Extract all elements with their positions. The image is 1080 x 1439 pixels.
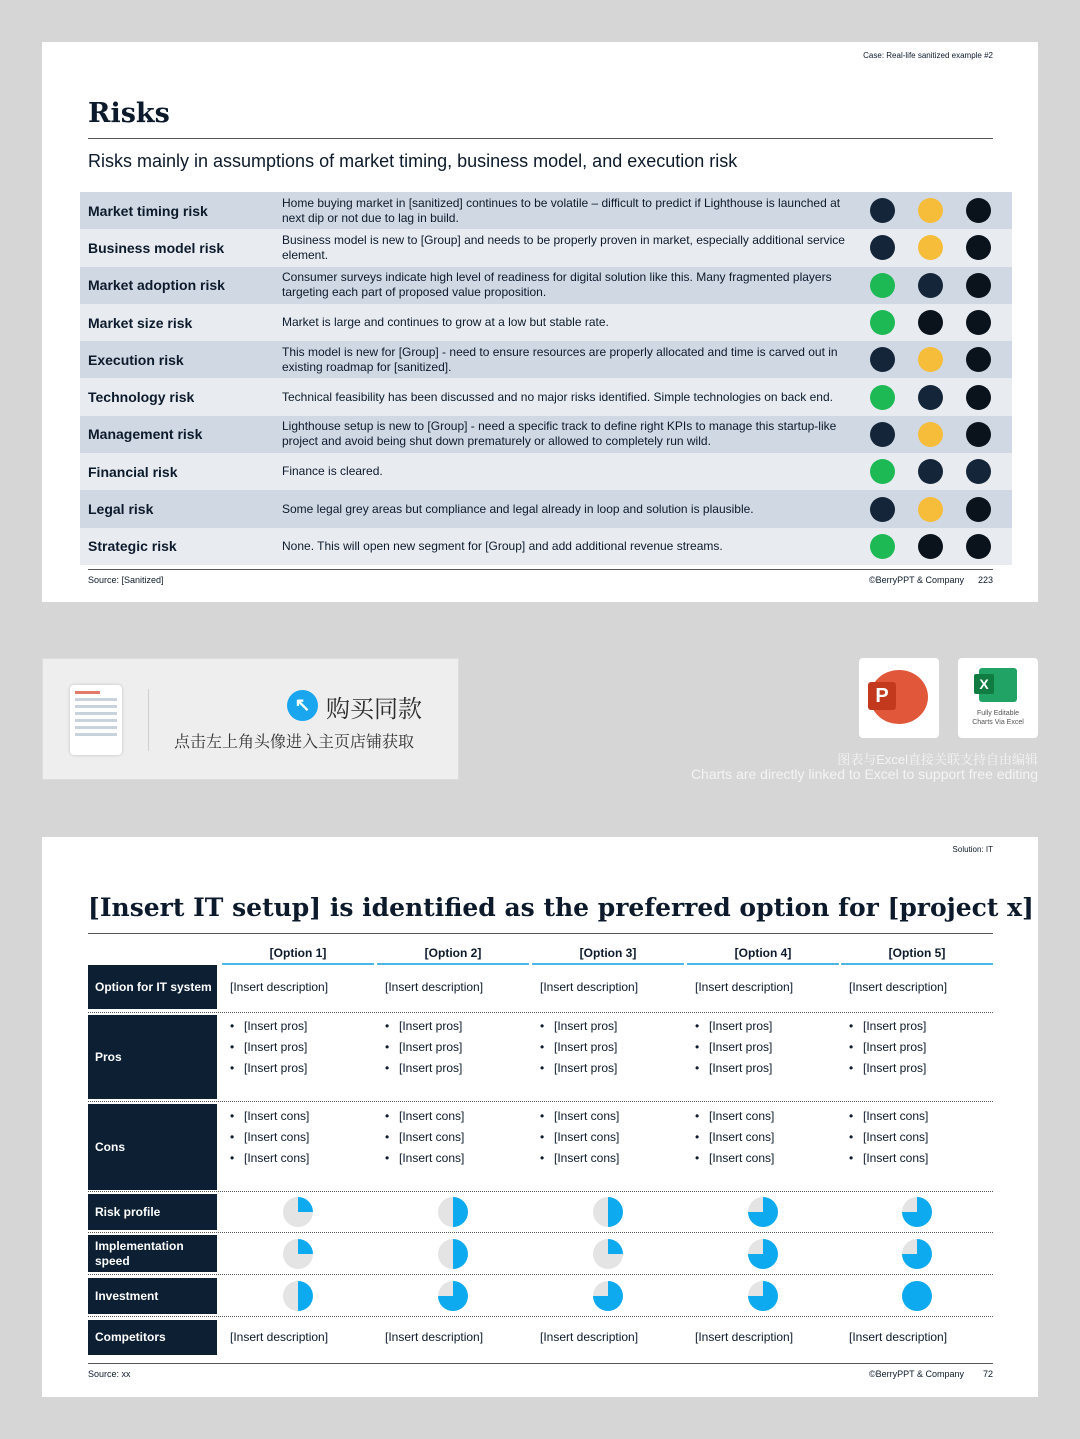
title-rule [88,933,993,934]
status-dot-dark [966,347,991,372]
pros-list [695,1016,772,1079]
traffic-lights [864,273,991,298]
it-options-slide [42,837,1038,1397]
traffic-lights [864,422,991,447]
divider [148,689,149,751]
harvey-ball-risk [438,1197,468,1227]
risk-name: Legal risk [88,501,154,518]
page-number: 223 [977,575,993,585]
traffic-lights [864,385,991,410]
cons-list-item: • [Insert cons] [849,1127,928,1148]
cons-list [385,1106,464,1169]
status-dot-navy [870,422,895,447]
risk-name: Financial risk [88,463,178,480]
cons-list-item: • [Insert cons] [540,1127,619,1148]
risk-description: Lighthouse setup is new to [Group] - need a specific track to define right KPIs to manage this startup-like project and avoid being shut down prematurely or allowed to completely run wild. [282,419,837,449]
risk-name: Execution risk [88,351,184,368]
buy-instructions: 点击左上角头像进入主页店铺获取 [174,734,415,751]
risk-description: Finance is cleared. [282,464,383,479]
status-dot-green [870,273,895,298]
buy-label[interactable]: 购买同款 [326,696,422,723]
status-dot-yellow [918,198,943,223]
row-label-pros: Pros [88,1015,217,1099]
cons-list-item: • [Insert cons] [385,1106,464,1127]
excel-icon: X [979,668,1017,702]
cons-list-item: • [Insert cons] [540,1106,619,1127]
status-dot-green [870,385,895,410]
status-dot-yellow [918,497,943,522]
competitor-description: [Insert description] [230,1330,329,1344]
powerpoint-icon: P [870,670,928,724]
status-dot-yellow [918,422,943,447]
status-dot-dark [966,310,991,335]
harvey-ball-speed [902,1239,932,1269]
harvey-ball-risk [902,1197,932,1227]
status-dot-dark [918,534,943,559]
cons-list-item: • [Insert cons] [849,1106,928,1127]
row-divider [88,1274,993,1275]
risk-row [80,490,1012,527]
footer-rule [88,1363,993,1364]
risk-row [80,453,1012,490]
traffic-lights [864,497,991,522]
risk-description: Market is large and continues to grow at a low but stable rate. [282,315,609,330]
excel-tile [958,658,1038,738]
status-dot-dark [966,235,991,260]
traffic-lights [864,347,991,372]
cons-list [230,1106,309,1169]
cons-list-item: • [Insert cons] [230,1148,309,1169]
status-dot-dark [966,534,991,559]
pros-list-item: • [Insert pros] [849,1016,926,1037]
copyright: ©BerryPPT & Company [869,1369,964,1379]
cons-list-item: • [Insert cons] [385,1127,464,1148]
competitor-description: [Insert description] [849,1330,948,1344]
purchase-card[interactable] [42,658,459,780]
promo-note-en: Charts are directly linked to Excel to support free editing [690,766,1038,782]
template-thumbnail [70,685,122,755]
pros-list-item: • [Insert pros] [695,1037,772,1058]
source-note: Source: xx [88,1369,131,1379]
risk-description: This model is new for [Group] - need to ensure resources are properly allocated and time is carved out in existing roadmap for [sanitized]. [282,344,838,374]
status-dot-navy [870,347,895,372]
row-divider [88,1012,993,1013]
risk-row [80,267,1012,304]
status-dot-navy [918,459,943,484]
risk-description: Business model is new to [Group] and needs to be properly proven in market, especially additional service element. [282,232,845,262]
cons-list-item: • [Insert cons] [849,1148,928,1169]
cons-list-item: • [Insert cons] [230,1106,309,1127]
risk-description: Technical feasibility has been discussed and no major risks identified. Simple technologies on back end. [282,389,833,404]
arrow-up-left-icon: ↖ [287,690,318,721]
row-divider [88,1232,993,1233]
cons-list-item: • [Insert cons] [695,1106,774,1127]
harvey-ball-risk [748,1197,778,1227]
option-description: [Insert description] [385,980,484,994]
cons-list-item: • [Insert cons] [385,1148,464,1169]
cons-list [695,1106,774,1169]
option-description: [Insert description] [695,980,794,994]
cons-list-item: • [Insert cons] [695,1127,774,1148]
pros-list [230,1016,307,1079]
traffic-lights [864,534,991,559]
status-dot-dark [966,385,991,410]
risk-description: Some legal grey areas but compliance and legal already in loop and solution is plausible. [282,501,754,516]
harvey-ball-speed [283,1239,313,1269]
status-dot-green [870,534,895,559]
harvey-ball-investment [748,1281,778,1311]
risk-row [80,192,1012,229]
option-header: [Option 1] [222,946,374,965]
risk-row [80,378,1012,415]
pros-list-item: • [Insert pros] [230,1037,307,1058]
status-dot-navy [966,459,991,484]
status-dot-navy [870,198,895,223]
copyright: ©BerryPPT & Company [869,575,964,585]
promo-note-cn: 图表与Excel直接关联支持自由编辑 [837,752,1038,767]
harvey-ball-investment [902,1281,932,1311]
status-dot-yellow [918,347,943,372]
risk-name: Business model risk [88,239,225,256]
status-dot-dark [966,198,991,223]
pros-list-item: • [Insert pros] [230,1016,307,1037]
risks-slide [42,42,1038,602]
cons-list-item: • [Insert cons] [695,1148,774,1169]
risk-table [80,192,1012,565]
status-dot-green [870,310,895,335]
risk-name: Technology risk [88,389,195,406]
case-tag: Case: Real-life sanitized example #2 [863,51,993,60]
competitor-description: [Insert description] [695,1330,794,1344]
harvey-ball-investment [283,1281,313,1311]
traffic-lights [864,198,991,223]
risk-description: None. This will open new segment for [Group] and add additional revenue streams. [282,538,723,553]
cons-list [540,1106,619,1169]
footer-rule [88,569,993,570]
pros-list-item: • [Insert pros] [540,1058,617,1079]
risk-row [80,528,1012,565]
option-description: [Insert description] [849,980,948,994]
row-label-cons: Cons [88,1104,217,1190]
pros-list-item: • [Insert pros] [385,1058,462,1079]
option-header: [Option 2] [377,946,529,965]
pros-list-item: • [Insert pros] [849,1058,926,1079]
traffic-lights [864,310,991,335]
pros-list-item: • [Insert pros] [540,1037,617,1058]
risk-name: Market size risk [88,314,193,331]
risk-description: Consumer surveys indicate high level of readiness for digital solution like this. Many fragmented players targeting each part of proposed value proposition. [282,270,832,300]
harvey-ball-risk [593,1197,623,1227]
risk-name: Management risk [88,426,203,443]
solution-tag: Solution: IT [952,845,993,854]
status-dot-dark [966,422,991,447]
cons-list-item: • [Insert cons] [230,1127,309,1148]
traffic-lights [864,235,991,260]
page-number: 72 [982,1369,993,1379]
status-dot-yellow [918,235,943,260]
harvey-ball-speed [438,1239,468,1269]
cons-list [849,1106,928,1169]
risk-row [80,416,1012,453]
powerpoint-tile [859,658,939,738]
pros-list [385,1016,462,1079]
status-dot-navy [870,235,895,260]
row-label-option: Option for IT system [88,965,217,1009]
option-header: [Option 3] [532,946,684,965]
row-label-investment: Investment [88,1278,217,1314]
excel-caption: Fully Editable Charts Via Excel [972,710,1024,726]
harvey-ball-risk [283,1197,313,1227]
pros-list-item: • [Insert pros] [385,1037,462,1058]
risk-description: Home buying market in [sanitized] continues to be volatile – difficult to predict if Lighthouse is launched at next dip or not due to lag in build. [282,195,841,225]
status-dot-green [870,459,895,484]
harvey-ball-speed [748,1239,778,1269]
harvey-ball-speed [593,1239,623,1269]
row-label-competitors: Competitors [88,1320,217,1355]
option-header: [Option 4] [687,946,839,965]
risk-row [80,304,1012,341]
slide-title: Risks [88,98,170,129]
pros-list-item: • [Insert pros] [849,1037,926,1058]
title-rule [88,138,993,139]
status-dot-dark [966,497,991,522]
row-label-speed: Implementation speed [88,1235,217,1272]
status-dot-navy [870,497,895,522]
status-dot-dark [918,310,943,335]
pros-list [540,1016,617,1079]
pros-list-item: • [Insert pros] [230,1058,307,1079]
risk-row [80,341,1012,378]
risk-name: Market timing risk [88,202,208,219]
option-description: [Insert description] [540,980,639,994]
slide-subtitle: Risks mainly in assumptions of market timing, business model, and execution risk [88,151,738,171]
option-header: [Option 5] [841,946,993,965]
harvey-ball-investment [593,1281,623,1311]
row-label-risk: Risk profile [88,1194,217,1230]
pros-list-item: • [Insert pros] [695,1016,772,1037]
pros-list [849,1016,926,1079]
pros-list-item: • [Insert pros] [540,1016,617,1037]
status-dot-navy [918,273,943,298]
risk-name: Strategic risk [88,538,177,555]
pros-list-item: • [Insert pros] [385,1016,462,1037]
slide-title: [Insert IT setup] is identified as the preferred option for [project x] [88,893,1034,922]
status-dot-dark [966,273,991,298]
option-description: [Insert description] [230,980,329,994]
risk-name: Market adoption risk [88,277,225,294]
status-dot-navy [918,385,943,410]
source-note: Source: [Sanitized] [88,575,164,585]
row-divider [88,1316,993,1317]
harvey-ball-investment [438,1281,468,1311]
traffic-lights [864,459,991,484]
risk-row [80,229,1012,266]
row-divider [88,1191,993,1192]
row-divider [88,1101,993,1102]
pros-list-item: • [Insert pros] [695,1058,772,1079]
competitor-description: [Insert description] [385,1330,484,1344]
cons-list-item: • [Insert cons] [540,1148,619,1169]
competitor-description: [Insert description] [540,1330,639,1344]
